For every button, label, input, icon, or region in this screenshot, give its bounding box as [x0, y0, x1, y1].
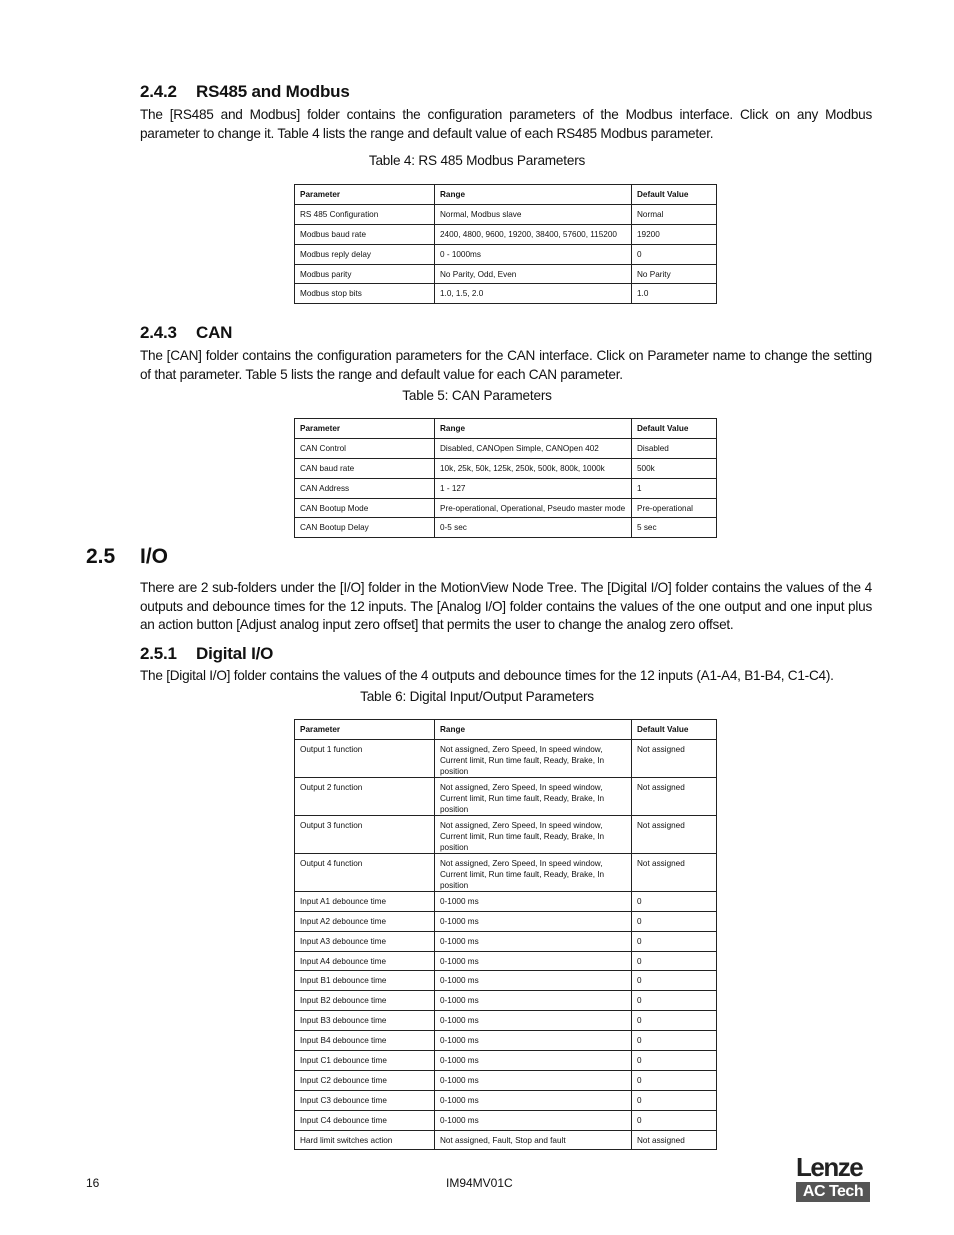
table-cell: Not assigned, Zero Speed, In speed window, Current limit, Run time fault, Ready, Brake, In position	[435, 777, 632, 815]
column-header: Parameter	[295, 419, 435, 439]
column-header: Range	[435, 419, 632, 439]
table-cell: Modbus reply delay	[295, 244, 435, 264]
table-cell: Input A1 debounce time	[295, 891, 435, 911]
io-body: There are 2 sub-folders under the [I/O] folder in the MotionView Node Tree. The [Digital I/O] folder contains the values of the 4 outputs and debounce times for the 12 inputs. The [Analog I/O] folder contains the values of the one output and one input plus an action button [Adjust analog input zero offset] that permits the user to change the analog zero offset.	[140, 580, 872, 632]
table-cell: 0	[632, 1031, 717, 1051]
section-title: RS485 and Modbus	[196, 82, 350, 101]
table4-caption: Table 4: RS 485 Modbus Parameters	[368, 153, 586, 168]
table-cell: Pre-operational	[632, 498, 717, 518]
table-cell: No Parity, Odd, Even	[435, 264, 632, 284]
table-row	[295, 739, 717, 777]
table-cell: Not assigned	[632, 815, 717, 853]
table-cell: 1 - 127	[435, 478, 632, 498]
table-cell: 0-1000 ms	[435, 1051, 632, 1071]
section-heading-can	[140, 323, 232, 343]
column-header: Parameter	[295, 185, 435, 205]
table-cell: Not assigned	[632, 853, 717, 891]
section-number: 2.4.2	[140, 82, 177, 101]
table-cell: 0	[632, 971, 717, 991]
table-cell: Output 3 function	[295, 815, 435, 853]
table-cell: Input A4 debounce time	[295, 951, 435, 971]
table-cell: 0-1000 ms	[435, 911, 632, 931]
column-header: Default Value	[632, 185, 717, 205]
table-cell: Input A2 debounce time	[295, 911, 435, 931]
table-row	[295, 891, 717, 911]
table-cell: Pre-operational, Operational, Pseudo master mode	[435, 498, 632, 518]
table-cell: 0-1000 ms	[435, 931, 632, 951]
table-cell: Input C3 debounce time	[295, 1090, 435, 1110]
table-cell: 10k, 25k, 50k, 125k, 250k, 500k, 800k, 1000k	[435, 458, 632, 478]
table-cell: Modbus baud rate	[295, 224, 435, 244]
column-header: Default Value	[632, 419, 717, 439]
table-cell: 0-1000 ms	[435, 971, 632, 991]
table-cell: 1	[632, 478, 717, 498]
digital-io-body: The [Digital I/O] folder contains the values of the 4 outputs and debounce times for the 12 inputs (A1-A4, B1-B4, C1-C4).	[140, 668, 834, 683]
table6-caption: Table 6: Digital Input/Output Parameters	[360, 689, 594, 704]
table-cell: 0	[632, 1110, 717, 1130]
table-row	[295, 518, 717, 538]
table-row	[295, 971, 717, 991]
table-digital-io	[294, 719, 717, 1150]
table-cell: Output 2 function	[295, 777, 435, 815]
table-cell: Modbus parity	[295, 264, 435, 284]
table-row	[295, 1130, 717, 1150]
table-cell: Output 1 function	[295, 739, 435, 777]
page-number: 16	[86, 1176, 100, 1190]
table-cell: 0	[632, 1090, 717, 1110]
can-body: The [CAN] folder contains the configuration parameters for the CAN interface. Click on Parameter name to change the setting of that parameter. Table 5 lists the range and default value for each CAN parameter.	[140, 348, 872, 382]
column-header: Parameter	[295, 720, 435, 740]
table-cell: 0	[632, 911, 717, 931]
table-cell: Not assigned	[632, 739, 717, 777]
section-heading-digital-io	[140, 644, 273, 664]
table-row	[295, 264, 717, 284]
table-row	[295, 244, 717, 264]
section-number: 2.4.3	[140, 323, 177, 342]
table-cell: Input C4 debounce time	[295, 1110, 435, 1130]
rs485-body: The [RS485 and Modbus] folder contains the configuration parameters of the Modbus interface. Click on any Modbus parameter to change it. Table 4 lists the range and default value of each RS485 Modbus parameter.	[140, 107, 872, 141]
table-cell: CAN baud rate	[295, 458, 435, 478]
table-row	[295, 853, 717, 891]
table-cell: Input A3 debounce time	[295, 931, 435, 951]
section-heading-io	[86, 545, 168, 569]
section-title: CAN	[196, 323, 233, 342]
table-cell: 0-1000 ms	[435, 1090, 632, 1110]
table-cell: 5 sec	[632, 518, 717, 538]
table-cell: Not assigned, Fault, Stop and fault	[435, 1130, 632, 1150]
table-cell: CAN Address	[295, 478, 435, 498]
table-cell: CAN Control	[295, 438, 435, 458]
table-cell: Input B2 debounce time	[295, 991, 435, 1011]
table-cell: Normal, Modbus slave	[435, 204, 632, 224]
table-cell: Input C1 debounce time	[295, 1051, 435, 1071]
table-row	[295, 777, 717, 815]
section-heading-rs485	[140, 82, 350, 102]
table-row	[295, 815, 717, 853]
table-cell: Disabled	[632, 438, 717, 458]
table-cell: Output 4 function	[295, 853, 435, 891]
table-cell: 0-5 sec	[435, 518, 632, 538]
table-row	[295, 911, 717, 931]
table-row	[295, 1090, 717, 1110]
column-header: Default Value	[632, 720, 717, 740]
table-header-row	[295, 185, 717, 205]
table-cell: 0-1000 ms	[435, 1110, 632, 1130]
table-cell: Not assigned	[632, 1130, 717, 1150]
table-cell: 0-1000 ms	[435, 1031, 632, 1051]
table-cell: Input C2 debounce time	[295, 1070, 435, 1090]
table-can	[294, 418, 717, 538]
table-cell: 0	[632, 931, 717, 951]
logo-brand: Lenze	[796, 1152, 863, 1182]
table-row	[295, 1070, 717, 1090]
table-row	[295, 284, 717, 304]
table-cell: Hard limit switches action	[295, 1130, 435, 1150]
table-cell: 1.0	[632, 284, 717, 304]
table-cell: 0-1000 ms	[435, 951, 632, 971]
table5-caption: Table 5: CAN Parameters	[402, 388, 552, 403]
table-cell: RS 485 Configuration	[295, 204, 435, 224]
section-number: 2.5.1	[140, 644, 177, 663]
table-cell: 0	[632, 951, 717, 971]
table-cell: 2400, 4800, 9600, 19200, 38400, 57600, 115200	[435, 224, 632, 244]
table-cell: Input B1 debounce time	[295, 971, 435, 991]
table-cell: Input B4 debounce time	[295, 1031, 435, 1051]
table-row	[295, 991, 717, 1011]
section-title: Digital I/O	[196, 644, 274, 663]
table-cell: No Parity	[632, 264, 717, 284]
table-cell: Modbus stop bits	[295, 284, 435, 304]
table-cell: Not assigned, Zero Speed, In speed window, Current limit, Run time fault, Ready, Brake, In position	[435, 815, 632, 853]
table-cell: 0-1000 ms	[435, 991, 632, 1011]
table-cell: Not assigned, Zero Speed, In speed window, Current limit, Run time fault, Ready, Brake, In position	[435, 739, 632, 777]
column-header: Range	[435, 185, 632, 205]
table-cell: 0	[632, 991, 717, 1011]
table-row	[295, 498, 717, 518]
table-row	[295, 438, 717, 458]
table-header-row	[295, 720, 717, 740]
table-cell: CAN Bootup Mode	[295, 498, 435, 518]
table-cell: 0	[632, 1011, 717, 1031]
table-row	[295, 458, 717, 478]
table-cell: CAN Bootup Delay	[295, 518, 435, 538]
table-row	[295, 1110, 717, 1130]
table-row	[295, 478, 717, 498]
table-cell: 0	[632, 891, 717, 911]
table-cell: Not assigned	[632, 777, 717, 815]
table-cell: 0-1000 ms	[435, 1011, 632, 1031]
table-cell: 0 - 1000ms	[435, 244, 632, 264]
table-cell: 0	[632, 1070, 717, 1090]
table-row	[295, 204, 717, 224]
column-header: Range	[435, 720, 632, 740]
section-number: 2.5	[86, 545, 116, 568]
document-id: IM94MV01C	[446, 1176, 513, 1190]
table-header-row	[295, 419, 717, 439]
logo-sub: AC Tech	[796, 1182, 870, 1202]
table-cell: 0	[632, 244, 717, 264]
table-cell: 0	[632, 1051, 717, 1071]
section-title: I/O	[140, 545, 169, 568]
table-cell: Not assigned, Zero Speed, In speed window, Current limit, Run time fault, Ready, Brake, In position	[435, 853, 632, 891]
table-cell: 19200	[632, 224, 717, 244]
table-row	[295, 1011, 717, 1031]
table-rs485	[294, 184, 717, 304]
table-cell: Disabled, CANOpen Simple, CANOpen 402	[435, 438, 632, 458]
lenze-actech-logo	[796, 1154, 872, 1202]
table-cell: 500k	[632, 458, 717, 478]
table-row	[295, 1051, 717, 1071]
table-cell: 1.0, 1.5, 2.0	[435, 284, 632, 304]
table-row	[295, 1031, 717, 1051]
table-cell: Input B3 debounce time	[295, 1011, 435, 1031]
table-cell: Normal	[632, 204, 717, 224]
table-cell: 0-1000 ms	[435, 1070, 632, 1090]
table-row	[295, 951, 717, 971]
table-cell: 0-1000 ms	[435, 891, 632, 911]
table-row	[295, 224, 717, 244]
table-row	[295, 931, 717, 951]
